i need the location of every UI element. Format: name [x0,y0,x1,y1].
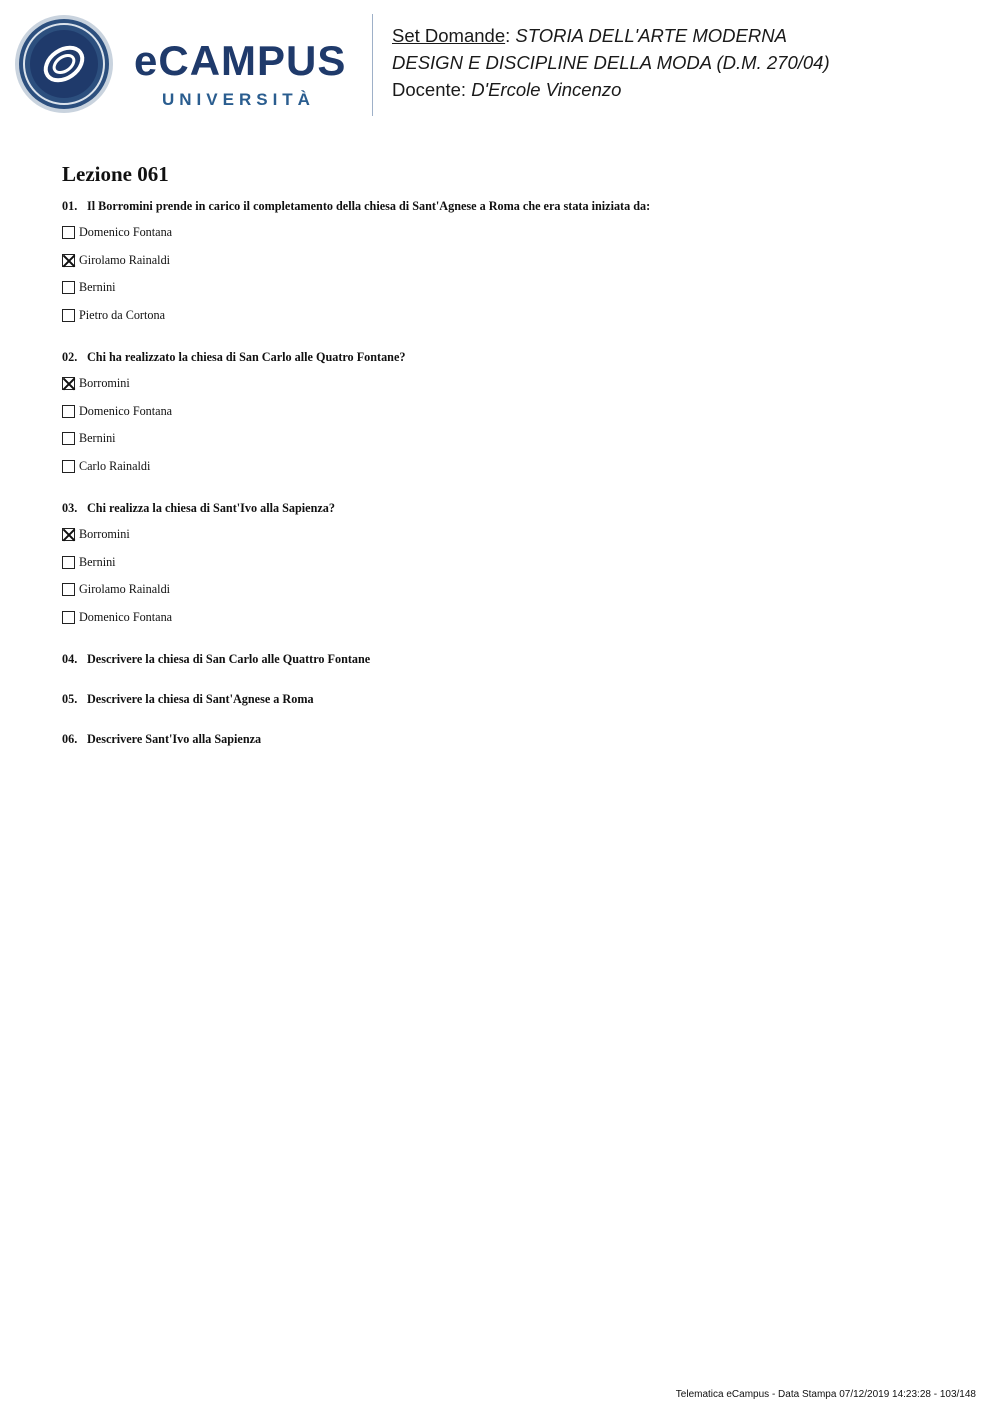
checkbox[interactable] [62,460,75,473]
checkbox-checked[interactable] [62,254,75,267]
set-label: Set Domande [392,25,506,46]
answer-option[interactable] [62,582,170,597]
ecampus-logo-subtitle: UNIVERSITÀ [162,90,315,109]
question-05 [62,692,314,707]
checkbox-checked[interactable] [62,377,75,390]
course-title-line1: STORIA DELL'ARTE MODERNA [515,25,787,46]
answer-option[interactable] [62,459,150,474]
checkbox[interactable] [62,432,75,445]
teacher-label: Docente [392,79,461,100]
checkbox[interactable] [62,556,75,569]
checkbox[interactable] [62,583,75,596]
option-label: Borromini [79,376,130,390]
option-label: Bernini [79,555,116,569]
option-label: Domenico Fontana [79,225,173,239]
teacher-name: D'Ercole Vincenzo [471,79,622,100]
answer-option[interactable] [62,280,116,295]
answer-option[interactable] [62,308,165,323]
question-number: 04. [62,652,78,666]
checkbox[interactable] [62,281,75,294]
option-label: Borromini [79,527,130,541]
question-text: Chi ha realizzato la chiesa di San Carlo alle Quatro Fontane? [87,350,406,364]
question-text: Chi realizza la chiesa di Sant'Ivo alla Sapienza? [87,501,335,515]
question-text: Descrivere la chiesa di San Carlo alle Quattro Fontane [87,652,371,666]
question-01 [62,199,650,214]
question-number: 01. [62,199,78,213]
document-header [0,0,1000,130]
header-divider [372,14,373,116]
checkbox[interactable] [62,226,75,239]
option-label: Carlo Rainaldi [79,459,151,473]
checkbox[interactable] [62,405,75,418]
answer-option[interactable] [62,527,130,542]
header-info: Set Domande: STORIA DELL'ARTE MODERNA DESIGN E DISCIPLINE DELLA MODA (D.M. 270/04) Docente: D'Ercole Vincenzo [392,25,830,100]
option-label: Pietro da Cortona [79,308,165,322]
checkbox[interactable] [62,611,75,624]
question-number: 03. [62,501,78,515]
ecampus-seal-logo [14,14,114,114]
question-text: Descrivere la chiesa di Sant'Agnese a Roma [87,692,314,706]
option-label: Domenico Fontana [79,610,173,624]
question-06 [62,732,261,747]
option-label: Girolamo Rainaldi [79,253,171,267]
option-label: Bernini [79,431,116,445]
print-footer: Telematica eCampus - Data Stampa 07/12/2019 14:23:28 - 103/148 [675,1389,976,1400]
question-number: 05. [62,692,78,706]
lesson-title: Lezione 061 [62,162,169,186]
option-label: Domenico Fontana [79,404,173,418]
answer-option[interactable] [62,431,116,446]
checkbox[interactable] [62,309,75,322]
answer-option[interactable] [62,225,172,240]
ecampus-logo-wordmark: eCAMPUS [134,37,347,84]
question-number: 06. [62,732,78,746]
option-label: Bernini [79,280,116,294]
checkbox-checked[interactable] [62,528,75,541]
answer-option[interactable] [62,610,172,625]
answer-option[interactable] [62,253,170,268]
question-02 [62,350,405,365]
answer-option[interactable] [62,404,172,419]
question-04 [62,652,370,667]
option-label: Girolamo Rainaldi [79,582,171,596]
question-number: 02. [62,350,78,364]
question-text: Descrivere Sant'Ivo alla Sapienza [87,732,262,746]
answer-option[interactable] [62,555,116,570]
question-03 [62,501,335,516]
answer-option[interactable] [62,376,130,391]
course-title-line2: DESIGN E DISCIPLINE DELLA MODA (D.M. 270/04) [392,52,830,73]
question-text: Il Borromini prende in carico il completamento della chiesa di Sant'Agnese a Roma che era stata iniziata da: [87,199,651,213]
